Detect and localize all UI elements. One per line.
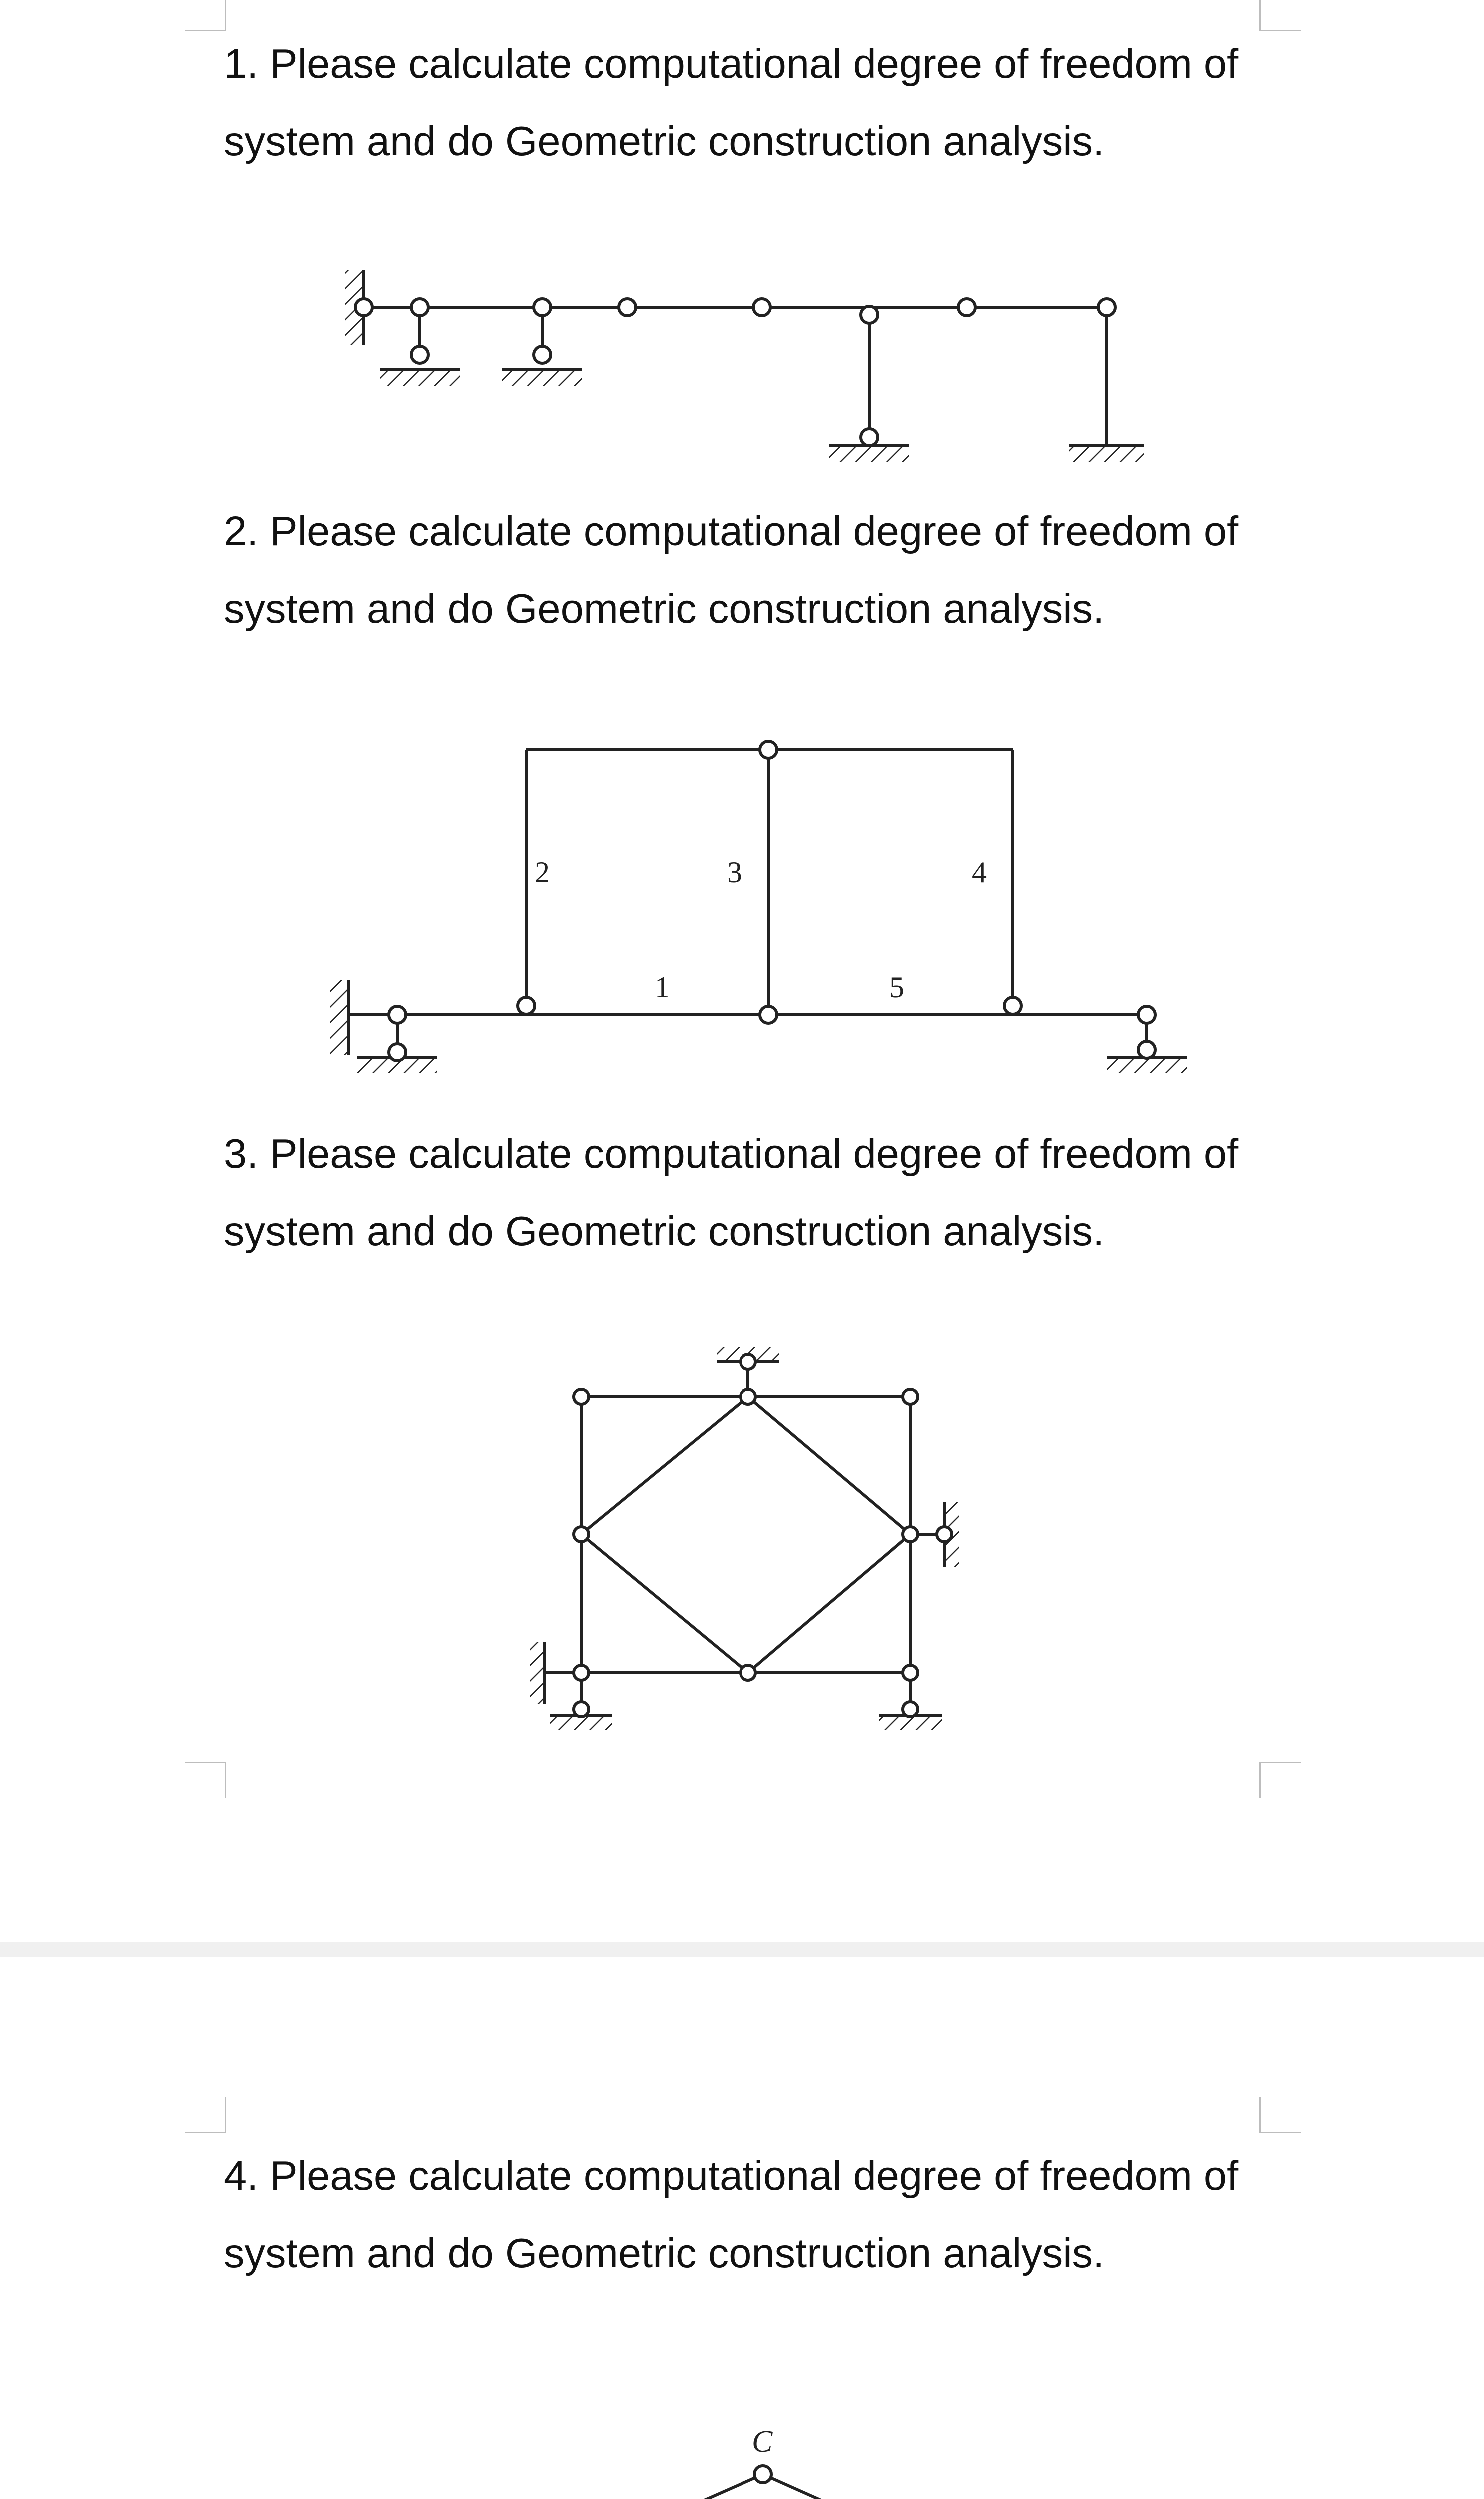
hinge [574, 1702, 589, 1717]
hinge [534, 299, 551, 316]
hinge [903, 1702, 918, 1717]
figure-1 [0, 260, 1484, 475]
figure-4-diagram [0, 2359, 1484, 2499]
page-separator [0, 1942, 1484, 1957]
hinge [619, 299, 636, 316]
hinge [903, 1389, 918, 1404]
hinge [1138, 1006, 1155, 1023]
ground-hatch [829, 447, 909, 462]
hinge [760, 741, 777, 758]
question-3-text: 3. Please calculate computational degree of freedom of system and do Geometric construction analysis. [224, 1130, 1239, 1254]
joint-c [754, 2466, 771, 2483]
hinge [958, 299, 975, 316]
crop-mark [185, 0, 226, 31]
crop-mark [1259, 1762, 1301, 1798]
member-label-1: 1 [655, 971, 670, 1004]
hinge [903, 1527, 918, 1542]
ground-hatch [380, 371, 460, 386]
joint-label-c: C [752, 2425, 773, 2459]
figure-1-diagram [0, 260, 1484, 475]
hinge [574, 1527, 589, 1542]
ground-hatch [502, 371, 582, 386]
question-4-text: 4. Please calculate computational degree of freedom of system and do Geometric construction analysis. [224, 2152, 1239, 2276]
hinge [753, 299, 770, 316]
hinge [903, 1665, 918, 1680]
figure-2 [0, 730, 1484, 1090]
figure-3-diagram [0, 1339, 1484, 1739]
hinge [1098, 299, 1115, 316]
figure-2-diagram [0, 730, 1484, 1090]
member-label-3: 3 [727, 856, 742, 889]
crop-mark [185, 2097, 226, 2133]
hinge [389, 1006, 406, 1023]
hinge [741, 1389, 755, 1404]
hinge [1004, 997, 1021, 1014]
ground-hatch [1069, 447, 1144, 462]
question-2-text: 2. Please calculate computational degree of freedom of system and do Geometric construction analysis. [224, 508, 1239, 632]
hinge [861, 306, 878, 323]
hinge [741, 1665, 755, 1680]
hinge [389, 1044, 406, 1061]
member-label-2: 2 [535, 856, 550, 889]
crop-mark [185, 1762, 226, 1798]
hinge [1138, 1041, 1155, 1058]
hinge [861, 429, 878, 446]
hinge [741, 1354, 755, 1369]
hinge [534, 346, 551, 363]
hinge [574, 1389, 589, 1404]
hinge [411, 299, 428, 316]
hinge [574, 1665, 589, 1680]
member-label-4: 4 [972, 856, 987, 889]
crop-mark [1259, 2097, 1301, 2133]
hinge [937, 1527, 952, 1542]
question-1-text: 1. Please calculate computational degree of freedom of system and do Geometric construction analysis. [224, 40, 1239, 164]
member-label-5: 5 [889, 971, 904, 1004]
figure-3 [0, 1339, 1484, 1739]
hinge [411, 346, 428, 363]
figure-4 [0, 2359, 1484, 2499]
hinge [760, 1006, 777, 1023]
hinge [355, 299, 372, 316]
hinge [518, 997, 535, 1014]
